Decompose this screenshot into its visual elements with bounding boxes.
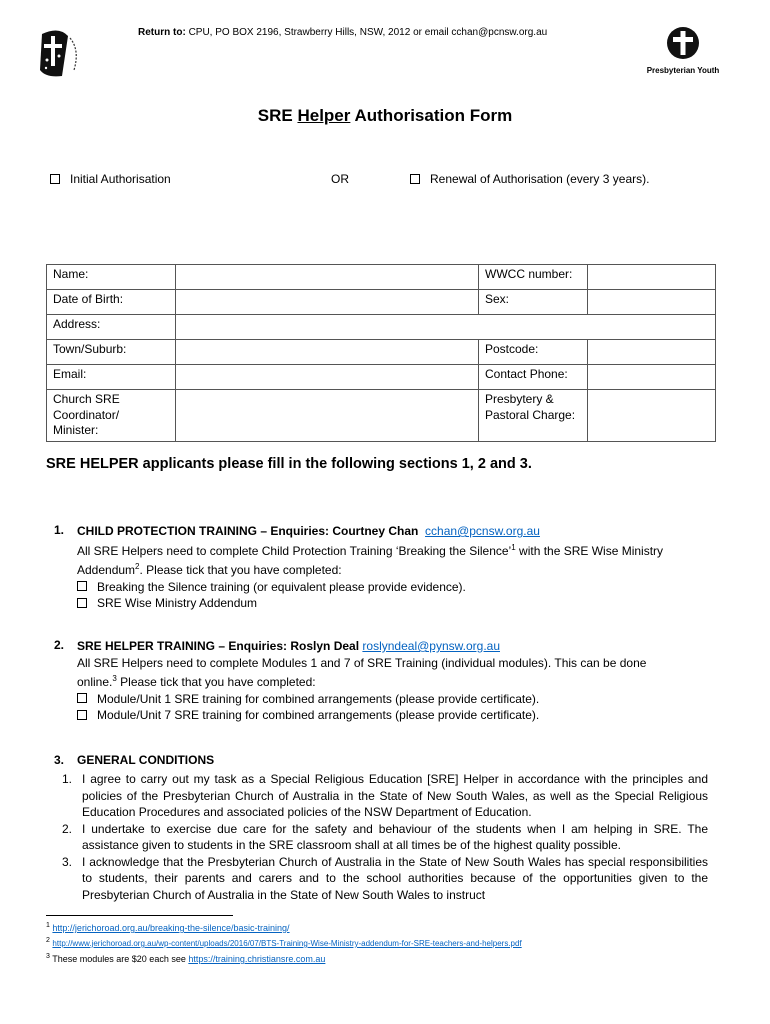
right-logo (638, 26, 728, 76)
bts-label: Breaking the Silence training (or equivalent please provide evidence). (97, 579, 466, 594)
section-1-title: CHILD PROTECTION TRAINING – Enquiries: Courtney Chan (77, 524, 419, 538)
return-label: Return to: (138, 27, 186, 38)
section-1-line-1-end: with the SRE Wise Ministry (515, 543, 664, 558)
footnote-3-number: 3 (46, 953, 50, 960)
section-1-line-1-text: All SRE Helpers need to complete Child Protection Training ‘Breaking the Silence’ (77, 543, 512, 558)
email-field[interactable] (176, 365, 479, 390)
initial-label: Initial Authorisation (70, 172, 171, 186)
footnote-divider (46, 915, 233, 916)
title-helper: Helper (297, 106, 351, 125)
sex-field[interactable] (588, 290, 716, 315)
address-label: Address: (47, 315, 176, 340)
section-2 (77, 638, 717, 724)
footnote-2 (46, 937, 522, 948)
section-1-heading (77, 523, 717, 540)
name-label: Name: (47, 265, 176, 290)
footnote-ref-1: 1 (511, 542, 516, 552)
return-address (138, 27, 638, 38)
footnote-3-link[interactable]: https://training.christiansre.com.au (188, 954, 326, 964)
presbytery-line-1: Presbytery & (485, 392, 554, 406)
initial-checkbox[interactable] (50, 174, 60, 184)
footnote-1 (46, 922, 290, 933)
initial-authorisation-option[interactable] (50, 171, 171, 188)
church-logo-icon (34, 26, 84, 80)
section-1-check-2[interactable] (77, 595, 717, 612)
table-row (47, 315, 716, 340)
table-row (47, 340, 716, 365)
return-text: CPU, PO BOX 2196, Strawberry Hills, NSW, 2012 or email cchan@pcnsw.org.au (188, 27, 548, 38)
right-logo-text: Presbyterian Youth (646, 66, 720, 75)
town-label: Town/Suburb: (47, 340, 176, 365)
section-2-heading (77, 638, 717, 655)
module-1-checkbox[interactable] (77, 693, 87, 703)
section-1-line-2-text: Addendum (77, 563, 136, 577)
section-2-check-1[interactable] (77, 691, 717, 708)
instruction-heading: SRE HELPER applicants please fill in the following sections 1, 2 and 3. (46, 456, 532, 472)
list-item-number: 3. (62, 854, 73, 869)
coordinator-field[interactable] (176, 390, 479, 442)
footnote-1-number: 1 (46, 922, 50, 929)
wise-ministry-checkbox[interactable] (77, 598, 87, 608)
presbytery-label (479, 390, 588, 442)
module-7-label: Module/Unit 7 SRE training for combined arrangements (please provide certificate). (97, 708, 540, 722)
address-field[interactable] (176, 315, 716, 340)
coordinator-line-2: Coordinator/ (53, 407, 120, 422)
footnote-2-number: 2 (46, 937, 50, 944)
module-1-label: Module/Unit 1 SRE training for combined arrangements (please provide certificate). (97, 691, 540, 706)
section-2-number: 2. (54, 638, 65, 652)
list-item (62, 771, 708, 821)
postcode-field[interactable] (588, 340, 716, 365)
footnote-ref-2: 2 (135, 562, 140, 571)
or-label: OR (331, 172, 349, 186)
coordinator-label (47, 390, 176, 442)
renewal-label: Renewal of Authorisation (every 3 years). (430, 172, 650, 186)
name-field[interactable] (176, 265, 479, 290)
module-7-checkbox[interactable] (77, 710, 87, 720)
section-1 (77, 523, 717, 612)
postcode-label: Postcode: (479, 340, 588, 365)
page-title (0, 106, 770, 126)
footnote-2-link[interactable]: http://www.jerichoroad.org.au/wp-content/uploads/2016/07/BTS-Training-Wise-Ministry-addendum-for-SRE-teachers-and-helpers.pdf (52, 939, 522, 948)
section-3-title: GENERAL CONDITIONS (77, 753, 215, 767)
section-2-check-2[interactable] (77, 707, 717, 724)
renewal-checkbox[interactable] (410, 174, 420, 184)
footnote-3-text: These modules are $20 each see (52, 954, 189, 964)
applicant-details-table (46, 264, 716, 442)
table-row (47, 390, 716, 442)
left-logo (34, 26, 84, 80)
footnote-1-link[interactable]: http://jerichoroad.org.au/breaking-the-silence/basic-training/ (52, 923, 290, 933)
dob-field[interactable] (176, 290, 479, 315)
list-item-number: 2. (62, 821, 73, 836)
sex-label: Sex: (479, 290, 588, 315)
section-3-number: 3. (54, 753, 65, 767)
dob-label: Date of Birth: (47, 290, 176, 315)
presbytery-field[interactable] (588, 390, 716, 442)
section-2-line-1: All SRE Helpers need to complete Modules 1 and 7 of SRE Training (individual modules). This can be done (77, 655, 647, 670)
wise-ministry-label: SRE Wise Ministry Addendum (97, 596, 258, 610)
wwcc-field[interactable] (588, 265, 716, 290)
section-2-line-2-end: Please tick that you have completed: (116, 675, 316, 689)
coordinator-line-1: Church SRE (53, 392, 120, 406)
title-pre: SRE (257, 106, 298, 125)
list-item-number: 1. (62, 772, 73, 786)
section-1-line-2 (77, 559, 717, 579)
town-field[interactable] (176, 340, 479, 365)
phone-label: Contact Phone: (479, 365, 588, 390)
table-row (47, 265, 716, 290)
email-label: Email: (47, 365, 176, 390)
section-2-line-2 (77, 671, 717, 691)
list-item-text: I agree to carry out my task as a Special Religious Education [SRE] Helper in accordance with the principles and policies of the Presbyterian Church of Australia in the State of New South Wales, as well as the Special Religious Education Procedures and associated policies of the NSW Department of Education. (82, 772, 708, 819)
section-1-line-2-end: . Please tick that you have completed: (139, 563, 342, 577)
table-row (47, 365, 716, 390)
section-2-email-link[interactable]: roslyndeal@pynsw.org.au (362, 639, 500, 653)
renewal-option[interactable] (410, 171, 649, 188)
section-1-email-link[interactable]: cchan@pcnsw.org.au (425, 524, 540, 538)
list-item (62, 854, 708, 904)
section-2-title: SRE HELPER TRAINING – Enquiries: Roslyn Deal (77, 639, 360, 653)
list-item-text: I undertake to exercise due care for the safety and behaviour of the students when I am helping in SRE. The assistance given to students in the SRE classroom shall at all times be of the highest quality possible. (82, 821, 708, 852)
section-2-line-2-text: online. (77, 675, 113, 689)
section-1-check-1[interactable] (77, 579, 717, 596)
cross-logo-icon (666, 26, 700, 60)
section-1-number: 1. (54, 523, 65, 537)
list-item-text: I acknowledge that the Presbyterian Church of Australia in the State of New South Wales has special responsibilities to students, their parents and carers and to the school authorities because of the opportunities given to the Presbyterian Church of Australia in the State of New South Wales to instruct (82, 854, 708, 902)
wwcc-label: WWCC number: (479, 265, 588, 290)
footnote-ref-3: 3 (112, 674, 117, 683)
phone-field[interactable] (588, 365, 716, 390)
coordinator-line-3: Minister: (53, 423, 99, 437)
section-1-line-1 (77, 540, 717, 560)
title-post: Authorisation Form (350, 106, 513, 125)
general-conditions-list (62, 771, 708, 903)
bts-checkbox[interactable] (77, 581, 87, 591)
table-row (47, 290, 716, 315)
presbytery-line-2: Pastoral Charge: (485, 407, 576, 422)
footnote-3 (46, 953, 325, 964)
list-item (62, 821, 708, 854)
